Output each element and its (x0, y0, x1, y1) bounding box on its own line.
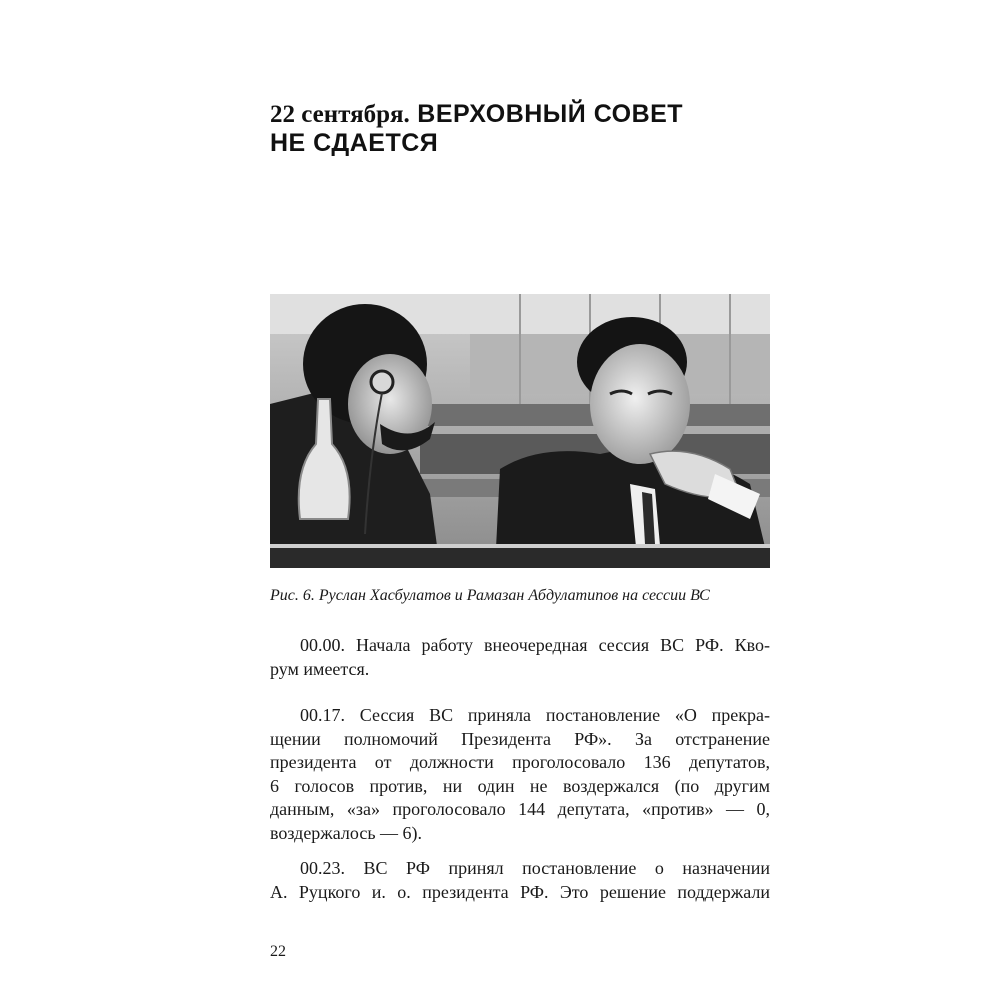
paragraph-line: рум имеется. (270, 658, 370, 679)
chapter-title-line-2: НЕ СДАЕТСЯ (270, 129, 439, 157)
paragraph-line: 00.17. Сессия ВС приняла постановление «О прекра- (300, 705, 770, 725)
paragraph-line: 00.23. ВС РФ принял постановление о назначении (300, 858, 770, 878)
paragraph-line: данным, «за» проголосовало 144 депутата, «против» — 0, (270, 799, 770, 819)
paragraph-line: 00.00. Начала работу внеочередная сессия ВС РФ. Кво- (300, 635, 770, 655)
page-number: 22 (270, 943, 286, 960)
chapter-title-part-1: ВЕРХОВНЫЙ СОВЕТ (417, 100, 684, 128)
paragraph-line: А. Руцкого и. о. президента РФ. Это решение поддержали (270, 881, 770, 902)
paragraph-1 (270, 634, 770, 681)
chapter-title-line-1 (270, 100, 790, 129)
chapter-title (270, 100, 790, 158)
paragraph-3 (270, 857, 770, 904)
photo-illustration (270, 294, 770, 568)
paragraph-line: воздержалось — 6). (270, 822, 423, 843)
paragraph-line: щении полномочий Президента РФ». За отстранение (270, 728, 770, 749)
paragraph-line: 6 голосов против, ни один не воздержался (по другим (270, 775, 770, 796)
paragraph-line: президента от должности проголосовало 136 депутатов, (270, 752, 770, 772)
figure-caption: Рис. 6. Руслан Хасбулатов и Рамазан Абдулатипов на сессии ВС (270, 587, 710, 604)
chapter-date: 22 сентября. (270, 101, 410, 128)
paragraph-2 (270, 704, 770, 845)
figure-photo (270, 294, 770, 568)
